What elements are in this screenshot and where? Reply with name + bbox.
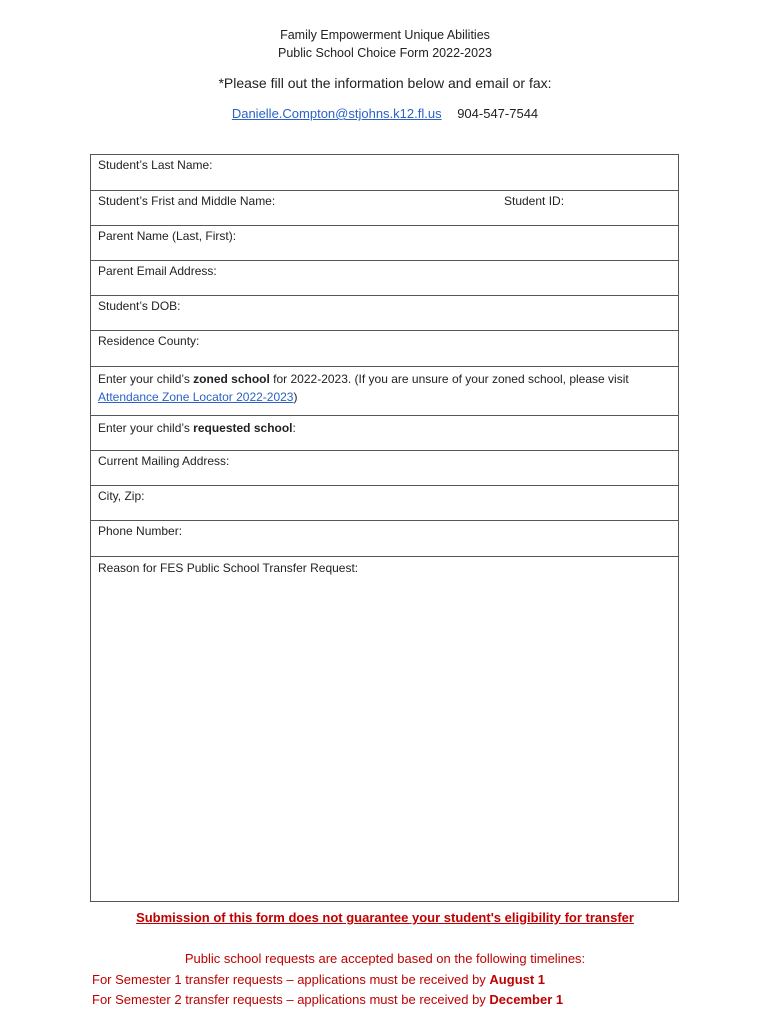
fax-number: 904-547-7544 <box>457 106 539 121</box>
parent-name-field[interactable] <box>91 226 678 261</box>
dob-label: Student’s DOB: <box>98 299 181 313</box>
requested-school-field[interactable] <box>91 416 678 451</box>
form-org-title: Family Empowerment Unique Abilities <box>280 28 490 42</box>
eligibility-warning: Submission of this form does not guarantee your student's eligibility for transfer <box>136 910 634 925</box>
city-zip-field[interactable] <box>91 486 678 521</box>
zoned-school-field[interactable] <box>91 367 678 416</box>
last-name-label: Student’s Last Name: <box>98 158 213 172</box>
instructions-text: *Please fill out the information below and email or fax: <box>218 75 552 91</box>
email-link[interactable]: Danielle.Compton@stjohns.k12.fl.us <box>231 106 442 121</box>
first-middle-name-field[interactable] <box>91 191 678 226</box>
phone-field[interactable] <box>91 521 678 557</box>
phone-label: Phone Number: <box>98 524 183 538</box>
zoned-school-label: Enter your child’s zoned school for 2022-2023. (If you are unsure of your zoned school, please visit Attendance Zone Locator 2022-2023) <box>98 372 629 404</box>
mailing-address-field[interactable] <box>91 451 678 486</box>
parent-name-label: Parent Name (Last, First): <box>98 229 237 243</box>
city-zip-label: City, Zip: <box>98 489 145 503</box>
student-id-label: Student ID: <box>504 194 565 208</box>
county-label: Residence County: <box>98 334 200 348</box>
last-name-field[interactable] <box>91 155 678 191</box>
semester2-deadline: For Semester 2 transfer requests – applications must be received by December 1 <box>92 992 564 1007</box>
requested-school-label: Enter your child’s requested school: <box>98 421 296 435</box>
timelines-intro: Public school requests are accepted based on the following timelines: <box>184 951 586 966</box>
parent-email-field[interactable] <box>91 261 678 296</box>
form-title: Public School Choice Form 2022-2023 <box>277 46 492 60</box>
semester1-deadline: For Semester 1 transfer requests – applications must be received by August 1 <box>92 972 546 987</box>
attendance-zone-link[interactable]: Attendance Zone Locator 2022-2023 <box>98 390 294 404</box>
county-field[interactable] <box>91 331 678 367</box>
first-middle-name-label: Student’s Frist and Middle Name: <box>98 194 276 208</box>
reason-label: Reason for FES Public School Transfer Request: <box>98 561 359 575</box>
parent-email-label: Parent Email Address: <box>98 264 217 278</box>
dob-field[interactable] <box>91 296 678 331</box>
contact-line <box>0 106 770 121</box>
application-form <box>90 154 679 902</box>
mailing-address-label: Current Mailing Address: <box>98 454 230 468</box>
